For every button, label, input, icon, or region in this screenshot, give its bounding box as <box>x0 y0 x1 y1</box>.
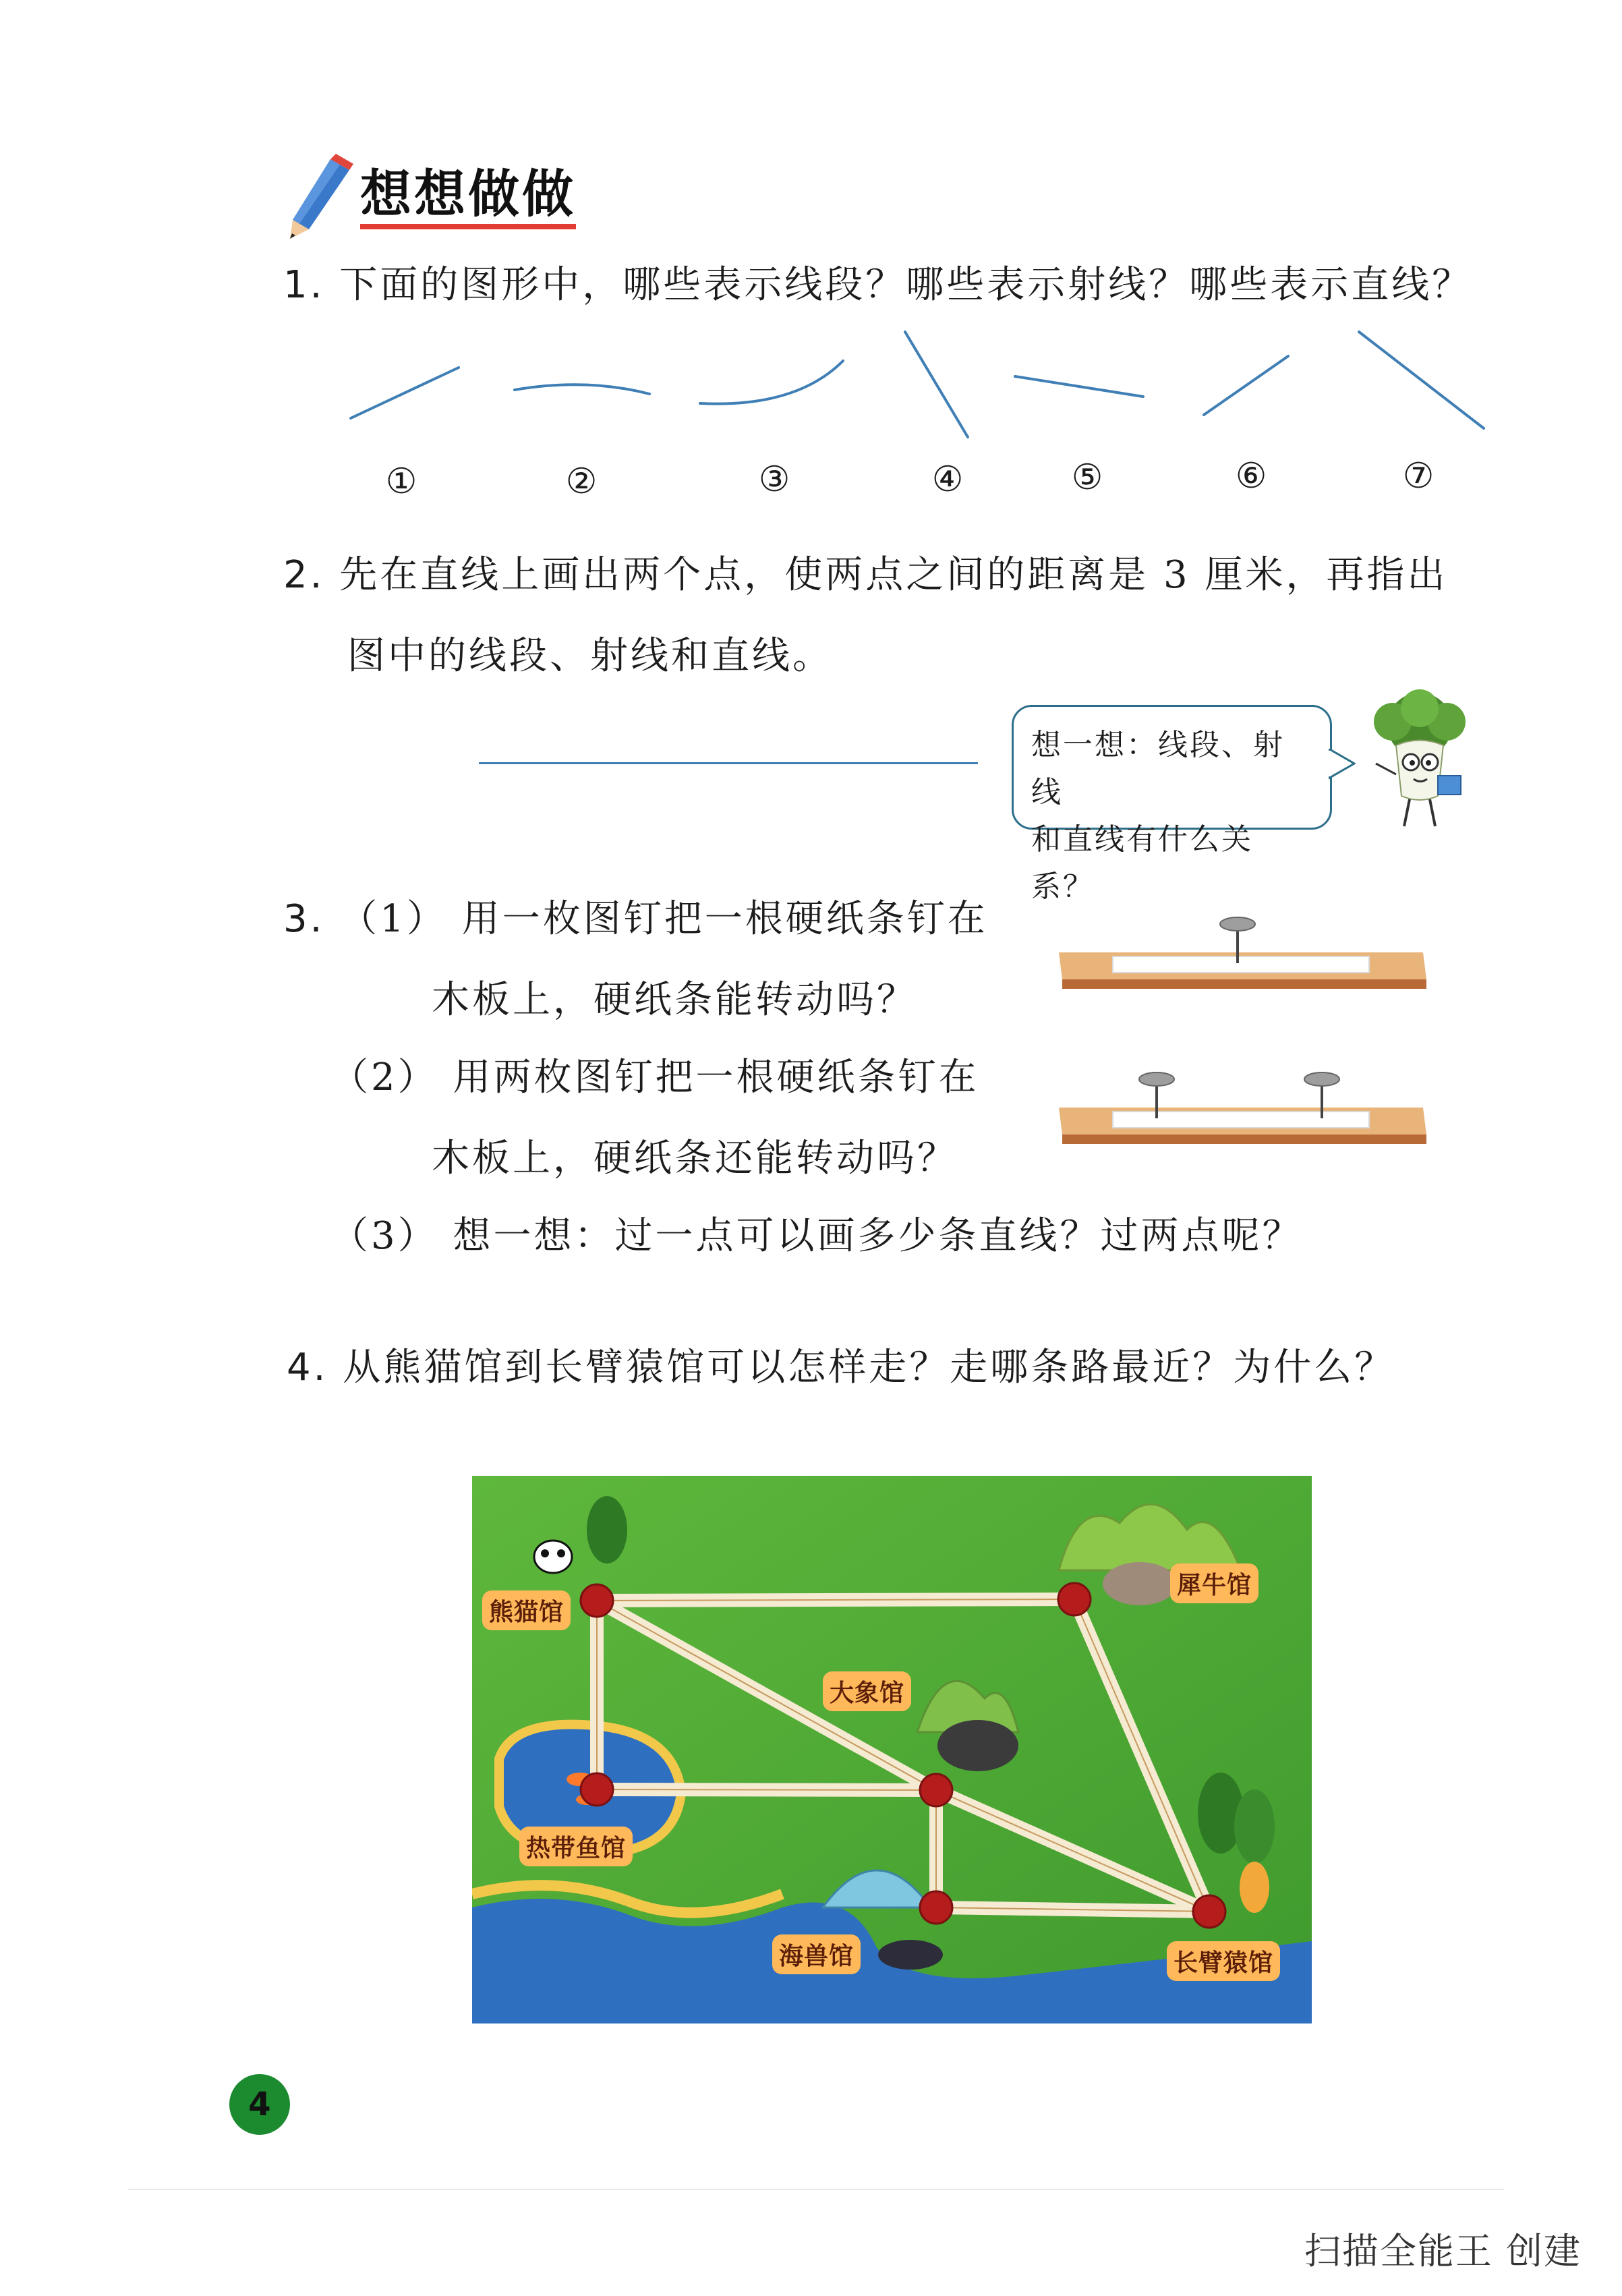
figure-6-line <box>1204 356 1288 415</box>
question-3-part-2 <box>330 1056 979 1099</box>
figure-label-6: ⑥ <box>1235 456 1267 496</box>
question-1 <box>283 263 1473 307</box>
figure-5-line <box>1015 376 1143 397</box>
question-4 <box>287 1346 1395 1389</box>
label-seal: 海兽馆 <box>772 1934 861 1974</box>
figure-4-line <box>905 332 968 437</box>
node-fish <box>581 1773 613 1806</box>
question-3-part-1 <box>283 897 988 941</box>
panda-icon <box>534 1541 572 1573</box>
question-3-part-3 <box>330 1214 1303 1258</box>
label-fish: 热带鱼馆 <box>519 1827 633 1866</box>
figure-3-curve <box>700 361 843 404</box>
board-two-pins-illustration <box>1059 1059 1437 1153</box>
pin-icon <box>1220 917 1255 931</box>
label-panda: 熊猫馆 <box>482 1590 571 1630</box>
bubble-tail <box>1329 749 1356 782</box>
question-number: 3. <box>283 897 325 941</box>
line-figures <box>324 324 1511 445</box>
part-label-2: （2） <box>330 1056 438 1099</box>
part-2-line-1: 用两枚图钉把一根硬纸条钉在 <box>453 1056 979 1099</box>
rhino-icon <box>1103 1562 1177 1605</box>
pencil-icon <box>283 154 357 241</box>
page-number: 4 <box>229 2074 290 2135</box>
gibbon-icon <box>1240 1862 1269 1913</box>
figure-label-7: ⑦ <box>1402 456 1435 496</box>
section-title: 想想做做 <box>360 166 576 229</box>
node-gibbon <box>1193 1895 1225 1928</box>
node-panda <box>581 1584 613 1617</box>
label-gibbon: 长臂猿馆 <box>1167 1941 1280 1981</box>
bubble-line-2: 和直线有什么关系？ <box>1031 822 1253 904</box>
straight-line-drawing <box>479 762 978 764</box>
figure-label-3: ③ <box>758 459 790 500</box>
figure-2-curve <box>515 384 649 394</box>
figure-7-line <box>1359 332 1484 428</box>
speech-bubble <box>1012 705 1332 904</box>
figure-label-2: ② <box>565 461 598 502</box>
elephant-icon <box>937 1720 1018 1771</box>
question-number: 2. <box>283 553 325 597</box>
part-1-line-1: 用一枚图钉把一根硬纸条钉在 <box>461 897 988 941</box>
bamboo-icon <box>587 1496 627 1563</box>
broccoli-mascot-icon <box>1356 688 1484 836</box>
pin-icon <box>1139 1072 1174 1086</box>
tree-icon <box>1234 1789 1275 1864</box>
figure-label-4: ④ <box>931 459 964 500</box>
question-text: 下面的图形中，哪些表示线段？哪些表示射线？哪些表示直线？ <box>339 263 1473 307</box>
zoo-map <box>472 1476 1312 2024</box>
label-elephant: 大象馆 <box>823 1671 911 1711</box>
figure-label-5: ⑤ <box>1071 457 1103 498</box>
footer-divider <box>128 2189 1504 2190</box>
seal-icon <box>878 1940 943 1970</box>
node-center <box>920 1774 952 1806</box>
question-2 <box>283 553 1448 597</box>
question-number: 4. <box>287 1346 328 1389</box>
part-label-1: （1） <box>339 897 447 941</box>
node-seal <box>920 1891 952 1924</box>
figure-label-1: ① <box>385 461 417 502</box>
node-rhino <box>1058 1583 1091 1615</box>
question-text-line-1: 先在直线上画出两个点，使两点之间的距离是 3 厘米，再指出 <box>339 553 1448 597</box>
part-3-text: 想一想：过一点可以画多少条直线？过两点呢？ <box>453 1214 1303 1258</box>
question-number: 1. <box>283 263 325 307</box>
pin-icon <box>1304 1072 1339 1086</box>
section-heading <box>283 161 576 235</box>
bubble-line-1: 想一想：线段、射线 <box>1031 728 1285 809</box>
part-label-3: （3） <box>330 1214 438 1258</box>
board-one-pin-illustration <box>1059 904 1437 998</box>
scanner-watermark: 扫描全能王 创建 <box>1304 2230 1582 2272</box>
part-2-line-2: 木板上，硬纸条还能转动吗？ <box>432 1137 958 1180</box>
label-rhino: 犀牛馆 <box>1170 1563 1258 1603</box>
question-2-line-2: 图中的线段、射线和直线。 <box>347 634 833 678</box>
figure-1-segment <box>351 368 459 418</box>
part-1-line-2: 木板上，硬纸条能转动吗？ <box>432 978 917 1022</box>
question-text: 从熊猫馆到长臂猿馆可以怎样走？走哪条路最近？为什么？ <box>343 1346 1395 1389</box>
